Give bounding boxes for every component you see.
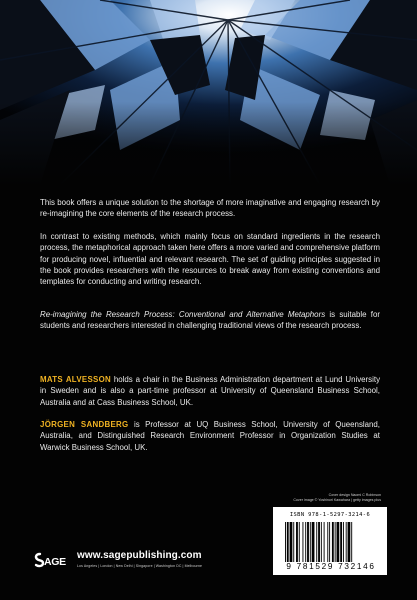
author-bio-text: holds a chair in the Business Administration department at Lund University in Sweden and is also a part-time professor at University of Queensland Business School, Australia and at Cass Business School, UK.: [40, 375, 381, 407]
barcode-bar: [335, 522, 336, 562]
barcode-bar: [310, 522, 311, 562]
isbn-digits: 9 781529 732146: [286, 562, 376, 571]
author-name: JÖRGEN SANDBERG: [40, 420, 129, 429]
publisher-website: www.sagepublishing.com: [77, 550, 202, 561]
isbn-label: ISBN 978-1-5297-3214-6: [289, 512, 371, 518]
barcode-bar: [340, 522, 342, 562]
isbn-barcode: [273, 507, 387, 575]
barcode-bar: [346, 522, 347, 562]
barcode-bar: [327, 522, 328, 562]
audience-paragraph: [40, 309, 380, 332]
sage-logo: [33, 550, 73, 570]
cover-image-credit: Cover image © Yoshinori Kawahara | getty images plus: [293, 498, 381, 503]
barcode-bar: [302, 522, 303, 562]
author-bio-text: is Professor at UQ Business School, University of Queensland, Australia, and Distinguished Research Environment Professor in Organization Studies at Warwick Business School, UK.: [40, 420, 380, 452]
author-bio: [40, 419, 380, 453]
barcode-bar: [321, 522, 322, 562]
barcode-bar: [337, 522, 340, 562]
barcode-bar: [329, 522, 330, 562]
barcode-bar: [312, 522, 315, 562]
barcode-bar: [285, 522, 286, 562]
barcode-bar: [332, 522, 334, 562]
publisher-cities: Los Angeles | London | New Delhi | Singapore | Washington DC | Melbourne: [77, 564, 203, 568]
barcode-bar: [316, 522, 317, 562]
barcode-bar: [293, 522, 294, 562]
barcode-bar: [307, 522, 309, 562]
barcode-bar: [318, 522, 320, 562]
barcode-bar: [348, 522, 351, 562]
architecture-photo: [0, 0, 417, 185]
barcode-bar: [305, 522, 306, 562]
barcode-bar: [296, 522, 298, 562]
barcode-bar: [351, 522, 352, 562]
book-title: Re-imagining the Research Process: Conventional and Alternative Metaphors: [40, 310, 326, 319]
cover-design-credit: Cover design Naomi C Robinson: [328, 493, 381, 497]
barcode-bars: [285, 522, 377, 562]
intro-paragraph: This book offers a unique solution to the shortage of more imaginative and engaging research by re-imagining the core elements of the research process.: [40, 198, 380, 219]
barcode-bar: [343, 522, 344, 562]
barcode-bar: [287, 522, 289, 562]
svg-text:AGE: AGE: [44, 556, 66, 568]
author-bio: [40, 374, 380, 408]
barcode-bar: [290, 522, 293, 562]
cover-credits: [293, 493, 381, 504]
author-name: MATS ALVESSON: [40, 375, 112, 384]
barcode-bar: [324, 522, 325, 562]
barcode-bar: [299, 522, 300, 562]
audience-text: is suitable for students and researchers interested in challenging traditional views of the research process.: [40, 310, 381, 331]
method-paragraph: In contrast to existing methods, which mainly focus on standard ingredients in the research process, the metaphorical approach taken here offers a more varied and comprehensive platform for producing novel, influential and relevant research. The set of guiding principles suggested in the book provides researchers with the resources to break away from existing conventions and templates for conducting and writing research.: [40, 232, 380, 287]
